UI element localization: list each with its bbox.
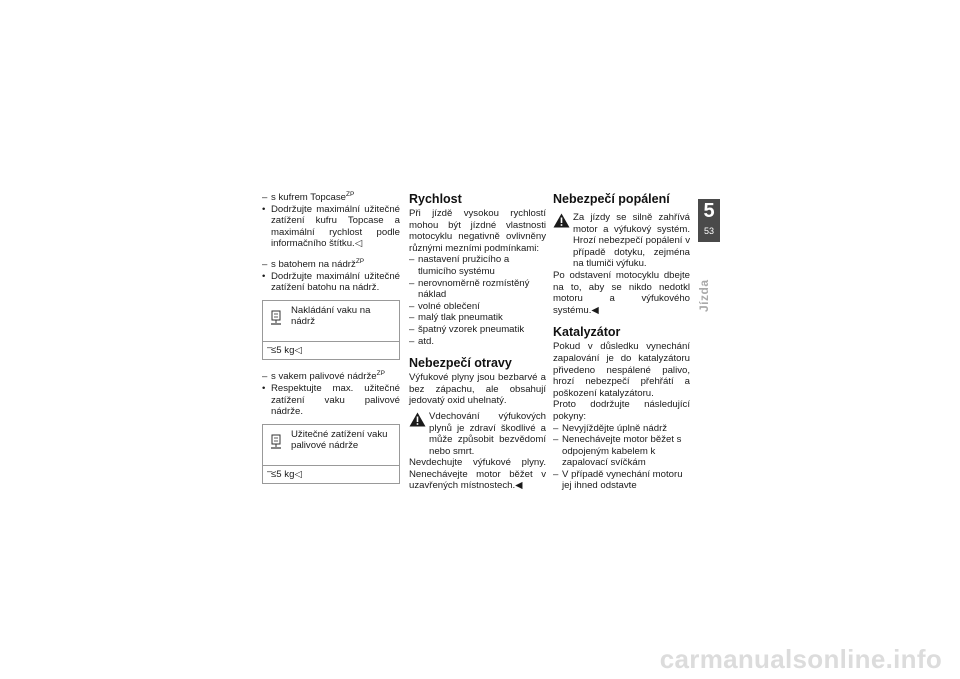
- paragraph: Při jízdě vysokou rychlostí mohou být jízdné vlastnosti motocyklu negativně ovlivněny různými mezními podmínkami:: [409, 208, 546, 254]
- superscript: ZP: [346, 190, 355, 198]
- section-heading-speed: Rychlost: [409, 192, 462, 206]
- watermark: carmanualsonline.info: [659, 644, 942, 674]
- paragraph: Výfukové plyny jsou bezbarvé a bez zápachu, ale obsahují jedovatý oxid uhelnatý.: [409, 372, 546, 407]
- list-item: – malý tlak pneumatik: [409, 312, 546, 324]
- section-heading-catalyst: Katalyzátor: [553, 325, 621, 340]
- spec-table-row: – ≤5 kg◁: [267, 466, 399, 484]
- list-item: – volné oblečení: [409, 301, 546, 313]
- list-item: – špatný vzorek pneumatik: [409, 324, 546, 336]
- warning-block: [553, 212, 690, 270]
- spec-table-row: – ≤5 kg◁: [267, 342, 399, 360]
- column-1: [262, 192, 400, 484]
- list-item: – s batohem na nádrž$^{ZP}$: [262, 259, 400, 271]
- catalyst-list: [553, 423, 690, 493]
- section-heading-burn: Nebezpečí popálení: [553, 192, 670, 206]
- list-item: – atd.: [409, 336, 546, 348]
- list-item: – s vakem palivové nádrže$^{ZP}$: [262, 371, 400, 383]
- warning-block: [409, 411, 546, 457]
- superscript: ZP: [355, 257, 365, 265]
- column-3: [553, 192, 690, 492]
- paragraph: Pokud v důsledku vynechání zapalování je do katalyzátoru přivedeno nespálené palivo, hrozí nebezpečí přehřátí a poškození katalyzátoru.: [553, 341, 690, 399]
- column-2: [409, 192, 546, 492]
- list-item: – s kufrem Topcase$^{ZP}$: [262, 192, 400, 204]
- chapter-title: Jízda: [697, 279, 711, 312]
- chapter-tab: [698, 199, 720, 242]
- superscript: ZP: [376, 370, 385, 378]
- list-item: • Dodržujte maximální užitečné zatížení kufru Topcase a maximální rychlost podle informačního štítku.◁: [262, 204, 400, 250]
- list-item: – Nenechávejte motor běžet s odpojeným kabelem k zapalovací svíčkám: [553, 434, 690, 469]
- section-heading-poisoning: Nebezpečí otravy: [409, 356, 512, 371]
- paragraph: Po odstavení motocyklu dbejte na to, aby se nikdo nedotkl motoru a výfukového systému.◀: [553, 269, 690, 316]
- list-item: – nastavení pružicího a tlumicího systému: [409, 254, 546, 277]
- spec-table: [262, 300, 400, 361]
- spec-table-header: Užitečné zatížení vaku palivové nádrže: [263, 425, 399, 466]
- chapter-number: 5: [703, 200, 715, 222]
- warning-text: Vdechování výfukových plynů je zdraví škodlivé a může způsobit bezvědomí nebo smrt.: [429, 410, 546, 457]
- paragraph: Nevdechujte výfukové plyny. Nenechávejte motor běžet v uzavřených místnostech.◀: [409, 457, 546, 492]
- page-number: 53: [703, 226, 714, 236]
- luggage-scale-icon: [269, 434, 283, 450]
- spec-table-header: Nakládání vaku na nádrž: [263, 301, 399, 342]
- list-item: – V případě vynechání motoru jej ihned odstavte: [553, 469, 690, 492]
- spec-table: [262, 424, 400, 485]
- list-item: • Dodržujte maximální užitečné zatížení batohu na nádrž.: [262, 271, 400, 294]
- paragraph: Proto dodržujte následující pokyny:: [553, 399, 690, 422]
- warning-text: Za jízdy se silně zahřívá motor a výfukový systém. Hrozí nebezpečí popálení v případě dotyku, zejména na tlumiči výfuku.: [573, 212, 690, 270]
- speed-list: [409, 254, 546, 347]
- warning-triangle-icon: [409, 412, 426, 427]
- luggage-scale-icon: [269, 310, 283, 326]
- list-item: – nerovnoměrně rozmístěný náklad: [409, 278, 546, 301]
- warning-triangle-icon: [553, 213, 570, 228]
- list-item: • Respektujte max. užitečné zatížení vaku palivové nádrže.: [262, 383, 400, 418]
- list-item: – Nevyjíždějte úplně nádrž: [553, 423, 690, 435]
